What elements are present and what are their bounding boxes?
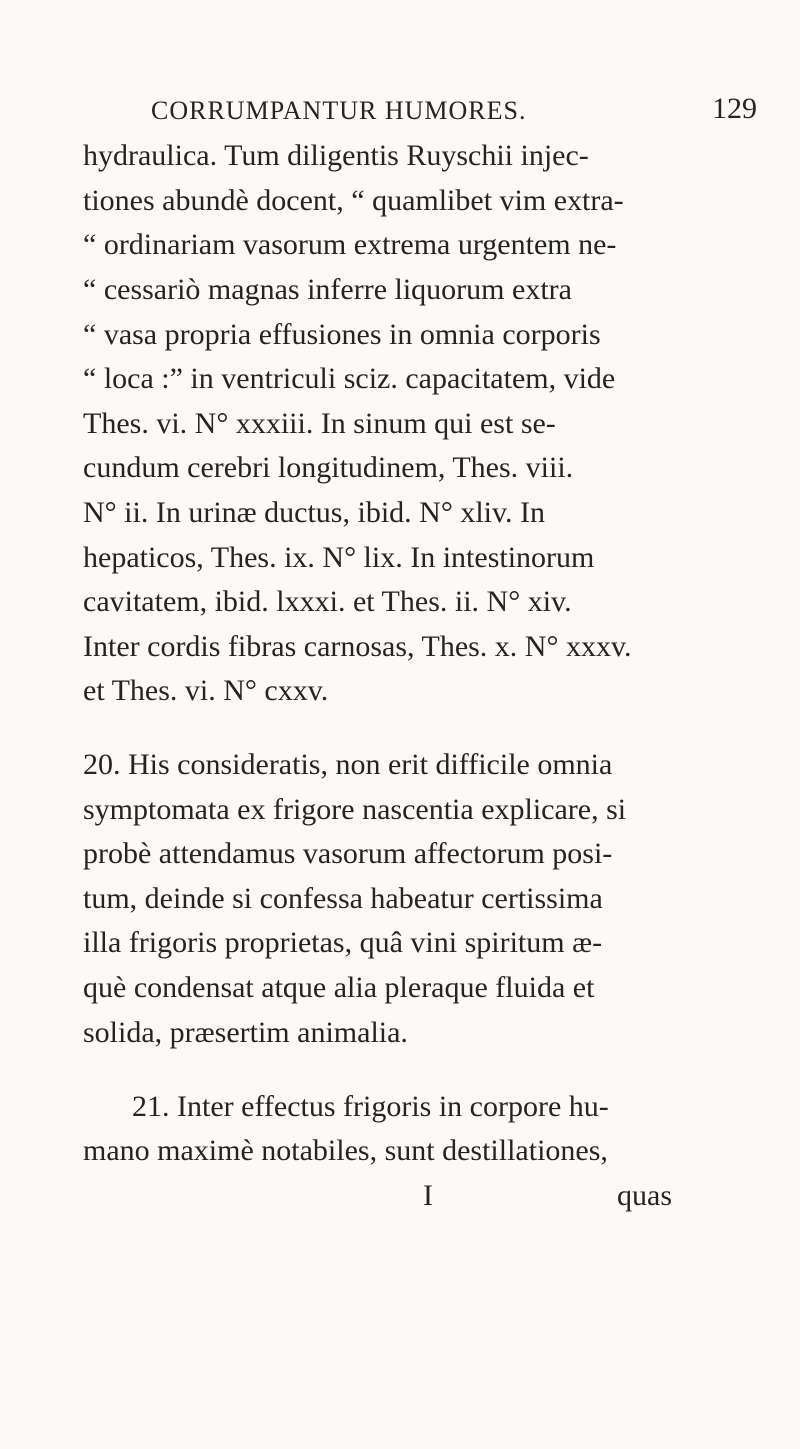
text-line: illa frigoris proprietas, quâ vini spiritum æ- [83,926,603,959]
text-line: “ loca :” in ventriculi sciz. capacitatem, vide [83,362,616,395]
text-line: symptomata ex frigore nascentia explicare, si [83,793,627,826]
catchword: quas [617,1179,672,1212]
text-line: “ ordinariam vasorum extrema urgentem ne- [83,228,617,261]
text-line: cavitatem, ibid. lxxxi. et Thes. ii. N° xiv. [83,585,572,618]
text-line: Thes. vi. N° xxxiii. In sinum qui est se- [83,407,556,440]
text-line: què condensat atque alia pleraque fluida et [83,971,595,1004]
text-line: cundum cerebri longitudinem, Thes. viii. [83,451,574,484]
text-line: Inter cordis fibras carnosas, Thes. x. N° xxxv. [83,630,632,663]
signature-mark: I [423,1179,433,1212]
text-line: tum, deinde si confessa habeatur certissima [83,882,603,915]
text-line: tiones abundè docent, “ quamlibet vim extra- [83,184,624,217]
text-line: hydraulica. Tum diligentis Ruyschii injec- [83,139,589,172]
text-line: hepaticos, Thes. ix. N° lix. In intestinorum [83,541,595,574]
text-line: mano maximè notabiles, sunt destillationes, [83,1134,608,1167]
text-line: solida, præsertim animalia. [83,1016,408,1049]
text-line: “ vasa propria effusiones in omnia corporis [83,318,601,351]
text-line: et Thes. vi. N° cxxv. [83,674,329,707]
paragraph-21-first-line: 21. Inter effectus frigoris in corpore hu- [132,1090,609,1123]
paragraph-20-first-line: 20. His consideratis, non erit difficile omnia [83,748,613,781]
running-head: CORRUMPANTUR HUMORES. [151,96,527,125]
text-line: N° ii. In urinæ ductus, ibid. N° xliv. In [83,496,546,529]
page-number: 129 [712,92,757,125]
text-line: probè attendamus vasorum affectorum posi- [83,837,613,870]
text-line: “ cessariò magnas inferre liquorum extra [83,273,572,306]
